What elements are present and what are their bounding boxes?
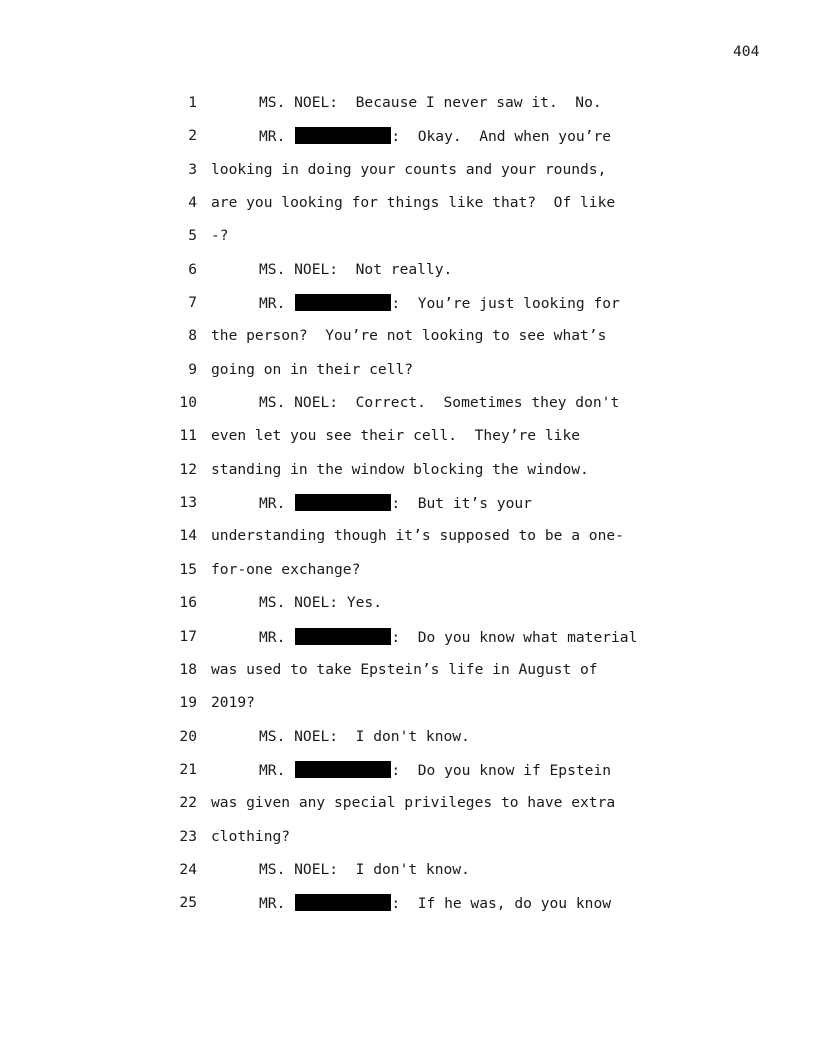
transcript-line bbox=[0, 861, 816, 894]
line-number: 6 bbox=[188, 260, 197, 278]
line-body: are you looking for things like that? Of like bbox=[211, 194, 616, 212]
line-number: 24 bbox=[179, 860, 197, 878]
line-number: 17 bbox=[179, 627, 197, 645]
transcript-line bbox=[0, 294, 816, 327]
line-number: 3 bbox=[188, 160, 197, 178]
line-text bbox=[211, 794, 615, 812]
redaction-box bbox=[295, 628, 391, 645]
transcript-line bbox=[0, 194, 816, 227]
speaker-label: MR. bbox=[259, 628, 286, 646]
line-text bbox=[211, 161, 606, 179]
line-number: 22 bbox=[179, 794, 197, 812]
line-text bbox=[211, 361, 413, 379]
line-body: the person? You’re not looking to see what’s bbox=[211, 327, 607, 345]
line-number: 14 bbox=[179, 527, 197, 545]
line-body: clothing? bbox=[211, 827, 291, 845]
line-text bbox=[211, 561, 360, 579]
line-body: -? bbox=[211, 227, 229, 245]
line-body: 2019? bbox=[211, 694, 255, 712]
line-number: 2 bbox=[188, 127, 197, 145]
line-body: MS. NOEL: I don't know. bbox=[259, 727, 470, 745]
transcript-line bbox=[0, 361, 816, 394]
line-body: looking in doing your counts and your rounds, bbox=[211, 160, 607, 178]
line-number: 19 bbox=[179, 694, 197, 712]
line-body: MS. NOEL: Yes. bbox=[259, 594, 383, 612]
line-text bbox=[259, 394, 619, 412]
line-body: was used to take Epstein’s life in August of bbox=[211, 660, 598, 678]
line-text bbox=[259, 494, 532, 513]
line-body: MS. NOEL: Correct. Sometimes they don't bbox=[259, 394, 620, 412]
transcript-line bbox=[0, 161, 816, 194]
line-body: standing in the window blocking the window. bbox=[211, 460, 589, 478]
line-body: : Do you know if Epstein bbox=[391, 761, 612, 779]
line-text bbox=[211, 461, 589, 479]
line-number: 16 bbox=[179, 594, 197, 612]
line-text bbox=[259, 594, 382, 612]
transcript-line bbox=[0, 761, 816, 794]
speaker-label: MR. bbox=[259, 295, 286, 313]
line-number: 12 bbox=[179, 460, 197, 478]
line-body: : You’re just looking for bbox=[391, 295, 620, 313]
page-number: 404 bbox=[733, 43, 760, 60]
line-text bbox=[211, 661, 598, 679]
line-number: 10 bbox=[179, 394, 197, 412]
transcript-line bbox=[0, 94, 816, 127]
line-number: 25 bbox=[179, 894, 197, 912]
line-body: MS. NOEL: Because I never saw it. No. bbox=[259, 94, 602, 111]
transcript-line bbox=[0, 828, 816, 861]
line-text bbox=[211, 527, 624, 545]
line-number: 11 bbox=[179, 427, 197, 445]
speaker-label: MR. bbox=[259, 895, 286, 913]
transcript-lines bbox=[0, 94, 816, 928]
transcript-line bbox=[0, 661, 816, 694]
line-number: 18 bbox=[179, 660, 197, 678]
line-text bbox=[259, 894, 611, 913]
line-number: 8 bbox=[188, 327, 197, 345]
line-number: 21 bbox=[179, 760, 197, 778]
redaction-box bbox=[295, 894, 391, 911]
line-text bbox=[259, 728, 470, 746]
line-text bbox=[211, 327, 606, 345]
transcript-line bbox=[0, 594, 816, 627]
line-body: : But it’s your bbox=[391, 495, 532, 513]
line-number: 13 bbox=[179, 494, 197, 512]
speaker-label: MR. bbox=[259, 128, 286, 146]
line-text bbox=[259, 261, 452, 279]
line-text bbox=[259, 127, 611, 146]
transcript-line bbox=[0, 494, 816, 527]
line-text bbox=[211, 227, 229, 245]
redaction-box bbox=[295, 494, 391, 511]
transcript-line bbox=[0, 527, 816, 560]
line-text bbox=[211, 427, 580, 445]
line-body: MS. NOEL: I don't know. bbox=[259, 860, 470, 878]
line-number: 9 bbox=[188, 360, 197, 378]
line-text bbox=[259, 294, 620, 313]
line-text bbox=[259, 628, 637, 647]
transcript-line bbox=[0, 261, 816, 294]
transcript-line bbox=[0, 127, 816, 160]
line-body: : Okay. And when you’re bbox=[391, 128, 612, 146]
line-body: even let you see their cell. They’re like bbox=[211, 427, 581, 445]
transcript-line bbox=[0, 394, 816, 427]
speaker-label: MR. bbox=[259, 495, 286, 513]
line-text bbox=[211, 194, 615, 212]
line-number: 15 bbox=[179, 560, 197, 578]
line-text bbox=[259, 94, 602, 112]
speaker-label: MR. bbox=[259, 761, 286, 779]
line-body: : Do you know what material bbox=[391, 628, 638, 646]
transcript-line bbox=[0, 461, 816, 494]
line-body: going on in their cell? bbox=[211, 360, 414, 378]
transcript-line bbox=[0, 427, 816, 460]
transcript-line bbox=[0, 628, 816, 661]
line-body: understanding though it’s supposed to be a one- bbox=[211, 527, 624, 545]
redaction-box bbox=[295, 127, 391, 144]
line-number: 23 bbox=[179, 827, 197, 845]
line-body: MS. NOEL: Not really. bbox=[259, 260, 453, 278]
line-body: : If he was, do you know bbox=[391, 895, 612, 913]
line-number: 7 bbox=[188, 294, 197, 312]
transcript-line bbox=[0, 728, 816, 761]
transcript-line bbox=[0, 894, 816, 927]
redaction-box bbox=[295, 761, 391, 778]
line-body: for-one exchange? bbox=[211, 560, 361, 578]
line-text bbox=[211, 694, 255, 712]
redaction-box bbox=[295, 294, 391, 311]
line-text bbox=[211, 828, 290, 846]
line-text bbox=[259, 761, 611, 780]
transcript-line bbox=[0, 794, 816, 827]
transcript-line bbox=[0, 327, 816, 360]
line-number: 4 bbox=[188, 194, 197, 212]
line-number: 5 bbox=[188, 227, 197, 245]
transcript-line bbox=[0, 694, 816, 727]
transcript-line bbox=[0, 561, 816, 594]
line-text bbox=[259, 861, 470, 879]
line-number: 20 bbox=[179, 727, 197, 745]
transcript-line bbox=[0, 227, 816, 260]
line-body: was given any special privileges to have extra bbox=[211, 794, 616, 812]
line-number: 1 bbox=[188, 94, 197, 111]
